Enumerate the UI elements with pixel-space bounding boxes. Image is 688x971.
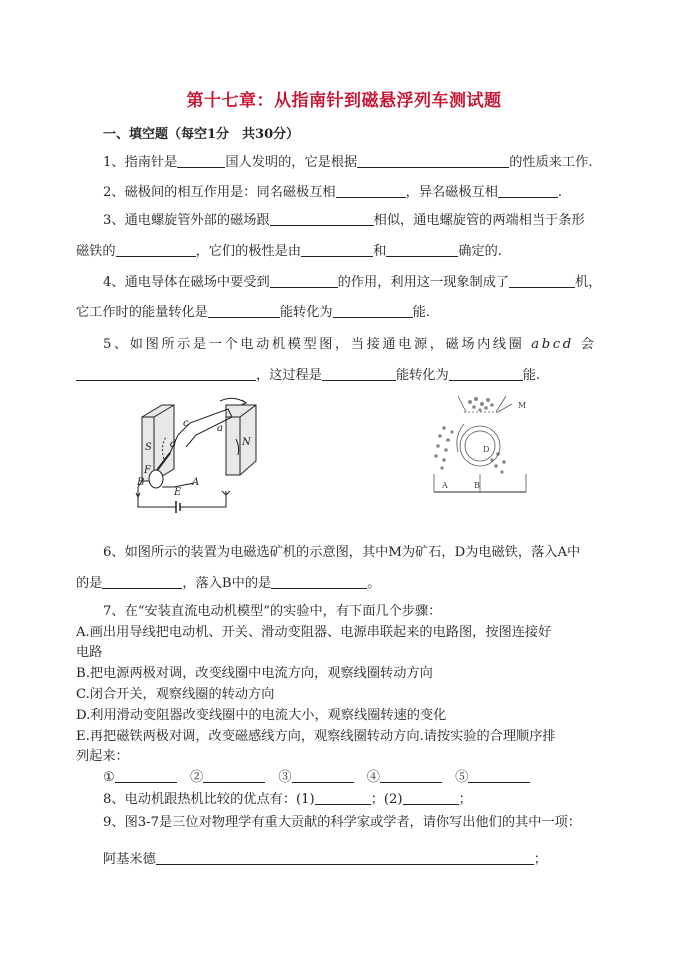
order-blanks: ① ② ③ ④ ⑤ bbox=[103, 766, 530, 785]
label-d: d bbox=[170, 439, 177, 450]
label-a: a bbox=[217, 423, 223, 434]
label-S: S bbox=[145, 442, 152, 453]
question-6: 6、如图所示的装置为电磁选矿机的示意图，其中M为矿石，D为电磁铁，落入A中 bbox=[103, 545, 581, 560]
label-M: M bbox=[518, 401, 527, 410]
step-E: E.再把磁铁两极对调，改变磁感线方向，观察线圈转动方向.请按实验的合理顺序排 bbox=[76, 729, 556, 744]
step-E-cont: 列起来： bbox=[76, 749, 129, 764]
answer-blank[interactable] bbox=[271, 575, 367, 589]
step-B: B.把电源两极对调，改变线圈中电流方向，观察线圈转动方向 bbox=[76, 666, 433, 681]
label-N: N bbox=[242, 437, 251, 448]
answer-blank[interactable] bbox=[333, 304, 413, 318]
answer-blank[interactable] bbox=[498, 184, 558, 198]
answer-blank[interactable] bbox=[208, 304, 280, 318]
question-9: 9、图3-7是三位对物理学有重大贡献的科学家或学者，请你写出他们的其中一项： bbox=[103, 815, 581, 830]
answer-blank[interactable] bbox=[509, 274, 575, 288]
step-A-cont: 电路 bbox=[76, 645, 103, 660]
question-4: 4、通电导体在磁场中要受到 的作用，利用这一现象制成了 机， bbox=[103, 275, 602, 290]
answer-blank[interactable] bbox=[76, 367, 256, 381]
question-1: 1、指南针是 国人发明的，它是根据 的性质来工作. bbox=[103, 155, 593, 170]
answer-blank[interactable] bbox=[177, 154, 225, 168]
label-A: A bbox=[192, 477, 200, 488]
label-B2: B bbox=[474, 481, 480, 490]
question-3: 3、通电螺旋管外部的磁场跟 相似，通电螺旋管的两端相当于条形 bbox=[103, 213, 585, 228]
answer-blank[interactable] bbox=[315, 791, 371, 805]
label-D: D bbox=[483, 445, 490, 454]
answer-blank[interactable] bbox=[292, 769, 354, 783]
answer-blank[interactable] bbox=[380, 769, 442, 783]
answer-blank[interactable] bbox=[270, 274, 338, 288]
question-3-line2: 磁铁的 ，它们的极性是由 和 确定的. bbox=[76, 244, 503, 259]
section-heading: 一、填空题（每空1分 共30分） bbox=[103, 127, 300, 142]
label-B: B bbox=[137, 477, 145, 488]
answer-blank[interactable] bbox=[336, 184, 406, 198]
answer-blank[interactable] bbox=[102, 575, 182, 589]
ore-separator-figure bbox=[414, 392, 544, 502]
answer-blank[interactable] bbox=[386, 243, 458, 257]
label-c: c bbox=[183, 418, 189, 429]
question-7: 7、在“安装直流电动机模型”的实验中，有下面几个步骤： bbox=[103, 604, 442, 619]
answer-blank[interactable] bbox=[468, 769, 530, 783]
step-C: C.闭合开关，观察线圈的转动方向 bbox=[76, 687, 275, 702]
question-5: 5、如图所示是一个电动机模型图，当接通电源，磁场内线圈 abcd 会 bbox=[103, 337, 597, 352]
answer-blank[interactable] bbox=[322, 367, 396, 381]
question-8: 8、电动机跟热机比较的优点有：(1) ；(2) ； bbox=[103, 792, 472, 807]
question-4-line2: 它工作时的能量转化是 能转化为 能. bbox=[76, 305, 431, 320]
answer-blank[interactable] bbox=[449, 367, 523, 381]
motor-model-figure bbox=[134, 395, 264, 515]
question-9-line2: 阿基米德 ； bbox=[103, 852, 547, 867]
question-2: 2、磁极间的相互作用是：同名磁极互相 ，异名磁极互相 . bbox=[103, 185, 563, 200]
question-5-line2: ，这过程是 能转化为 能. bbox=[76, 364, 540, 383]
answer-blank[interactable] bbox=[301, 243, 373, 257]
answer-blank[interactable] bbox=[403, 791, 459, 805]
question-6-line2: 的是 ，落入B中的是 。 bbox=[76, 576, 381, 591]
label-E: E bbox=[174, 487, 182, 498]
answer-blank[interactable] bbox=[270, 212, 374, 226]
answer-blank[interactable] bbox=[156, 851, 534, 865]
page-title: 第十七章：从指南针到磁悬浮列车测试题 bbox=[186, 91, 502, 111]
answer-blank[interactable] bbox=[203, 769, 265, 783]
answer-blank[interactable] bbox=[115, 769, 177, 783]
answer-blank[interactable] bbox=[116, 243, 196, 257]
step-D: D.利用滑动变阻器改变线圈中的电流大小，观察线圈转速的变化 bbox=[76, 708, 447, 723]
label-F: F bbox=[144, 465, 151, 476]
step-A: A.画出用导线把电动机、开关、滑动变阻器、电源串联起来的电路图，按图连接好 bbox=[76, 625, 552, 640]
answer-blank[interactable] bbox=[357, 154, 509, 168]
label-A2: A bbox=[442, 481, 448, 490]
